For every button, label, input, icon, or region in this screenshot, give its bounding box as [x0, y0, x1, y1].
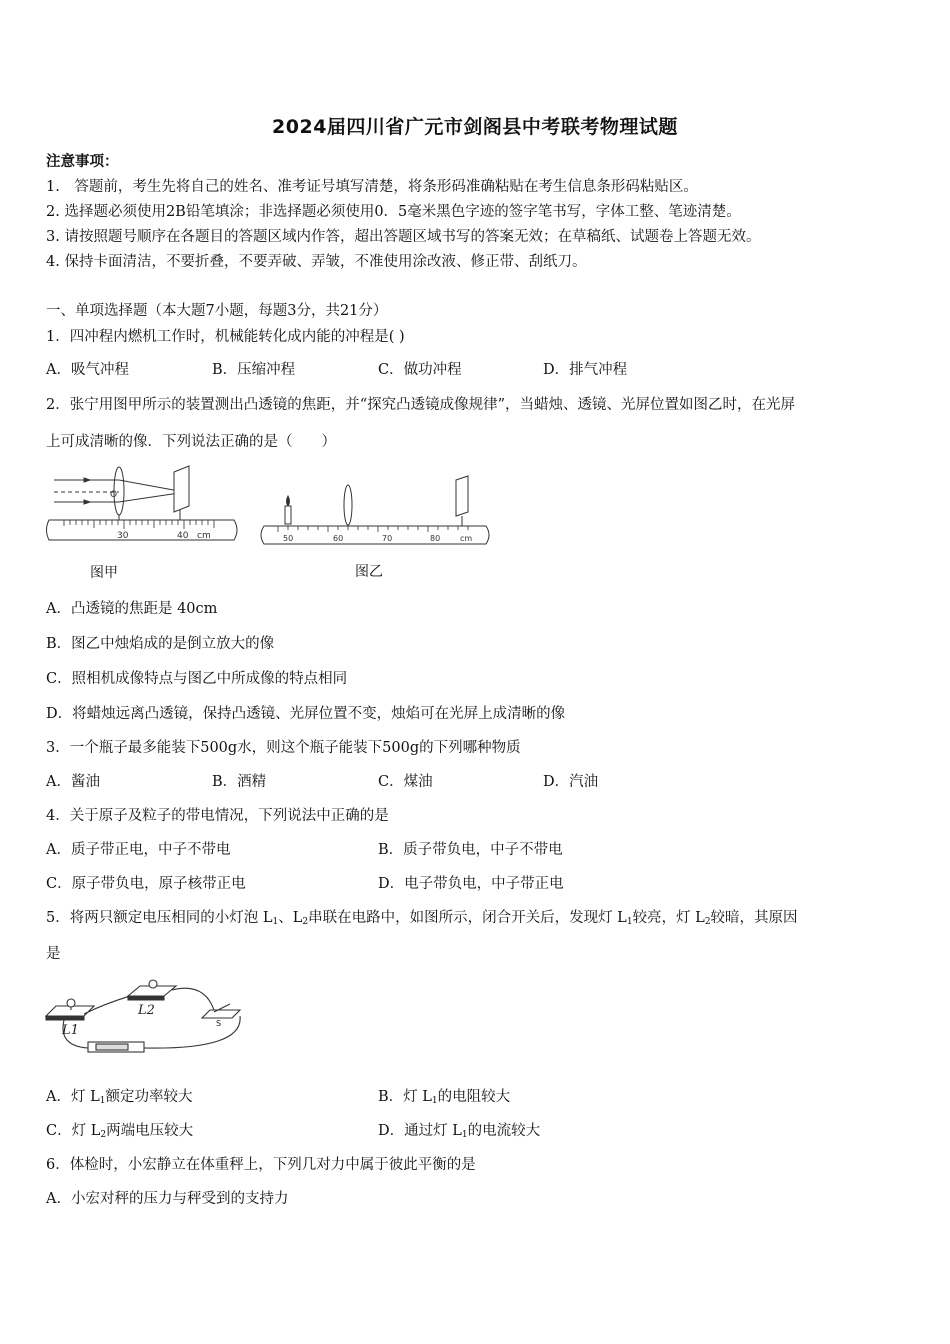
option-text: B．灯 L	[378, 1089, 432, 1105]
option-text: 的电阻较大	[437, 1089, 511, 1105]
q5-option-c	[46, 1121, 193, 1145]
q5-option-b	[378, 1087, 510, 1111]
question-2-stem: 2．张宁用图甲所示的装置测出凸透镜的焦距，并“探究凸透镜成像规律”，当蜡烛、透镜、光屏位置如图乙时，在光屏	[46, 397, 796, 413]
q1-option-c: C．做功冲程	[378, 362, 462, 378]
q2-option-a: A．凸透镜的焦距是 40cm	[46, 601, 218, 617]
q1-option-d: D．排气冲程	[543, 362, 628, 378]
q1-option-b: B．压缩冲程	[212, 362, 296, 378]
q5-stem-part: 较亮，灯 L	[632, 910, 705, 926]
fig-label-s: S	[216, 1019, 222, 1028]
subscript: 1	[272, 917, 279, 927]
subscript: 2	[704, 917, 711, 927]
figure-yi-optical-bench	[258, 470, 498, 550]
question-5-stem-cont: 是	[46, 946, 61, 962]
subscript: 2	[100, 1130, 107, 1140]
fig-label-l1: L1	[62, 1023, 79, 1038]
q3-option-b: B．酒精	[212, 774, 267, 790]
question-6-stem: 6．体检时，小宏静立在体重秤上，下列几对力中属于彼此平衡的是	[46, 1157, 476, 1173]
fig1-tick-label: 40	[177, 531, 189, 541]
figure-yi-caption: 图乙	[355, 564, 383, 580]
option-text: A．灯 L	[46, 1089, 100, 1105]
option-text: 两端电压较大	[106, 1123, 194, 1139]
q2-option-d: D．将蜡烛远离凸透镜，保持凸透镜、光屏位置不变，烛焰可在光屏上成清晰的像	[46, 706, 566, 722]
fig1-tick-label: cm	[197, 531, 211, 541]
question-5-stem	[46, 908, 798, 932]
figure-jia-lens-focus	[44, 462, 244, 547]
option-text: 额定功率较大	[105, 1089, 193, 1105]
question-3-stem: 3．一个瓶子最多能装下500g水，则这个瓶子能装下500g的下列哪种物质	[46, 740, 521, 756]
subscript: 2	[302, 917, 309, 927]
exam-title: 2024届四川省广元市剑阁县中考联考物理试题	[272, 116, 678, 138]
q5-option-d	[378, 1121, 540, 1145]
q2-option-b: B．图乙中烛焰成的是倒立放大的像	[46, 636, 275, 652]
q2-option-c: C．照相机成像特点与图乙中所成像的特点相同	[46, 671, 348, 687]
q5-stem-part: 、L	[278, 910, 303, 926]
question-2-stem-cont: 上可成清晰的像．下列说法正确的是（ ）	[46, 434, 336, 450]
fig2-tick-label: 80	[430, 534, 441, 543]
question-1-stem: 1．四冲程内燃机工作时，机械能转化成内能的冲程是( )	[46, 329, 405, 345]
fig2-tick-label: 60	[333, 534, 344, 543]
option-text: 的电流较大	[467, 1123, 541, 1139]
q5-stem-part: 较暗，其原因	[710, 910, 798, 926]
section-heading: 一、单项选择题（本大题7小题，每题3分，共21分）	[46, 303, 388, 319]
subscript: 1	[99, 1096, 106, 1106]
q4-option-d: D．电子带负电，中子带正电	[378, 876, 564, 892]
question-4-stem: 4．关于原子及粒子的带电情况，下列说法中正确的是	[46, 808, 389, 824]
fig1-tick-label: 30	[117, 531, 129, 541]
subscript: 1	[461, 1130, 468, 1140]
q1-option-a: A．吸气冲程	[46, 362, 129, 378]
notice-item: 1. 答题前，考生先将自己的姓名、准考证号填写清楚，将条形码准确粘贴在考生信息条形码粘贴区。	[46, 179, 698, 195]
figure-jia-caption: 图甲	[90, 565, 118, 581]
notice-item: 4. 保持卡面清洁，不要折叠，不要弄破、弄皱，不准使用涂改液、修正带、刮纸刀。	[46, 254, 587, 270]
q3-option-a: A．酱油	[46, 774, 100, 790]
q6-option-a: A．小宏对秤的压力与秤受到的支持力	[46, 1191, 289, 1207]
q5-stem-part: 串联在电路中，如图所示，闭合开关后，发现灯 L	[308, 910, 627, 926]
fig-label-l2: L2	[138, 1003, 155, 1018]
subscript: 1	[431, 1096, 438, 1106]
subscript: 1	[626, 917, 633, 927]
fig1-lens-label: O	[110, 490, 118, 500]
fig2-tick-label: 70	[382, 534, 393, 543]
q5-stem-part: 5．将两只额定电压相同的小灯泡 L	[46, 910, 273, 926]
q3-option-d: D．汽油	[543, 774, 599, 790]
fig2-tick-label: cm	[460, 534, 473, 543]
option-text: C．灯 L	[46, 1123, 101, 1139]
notice-heading: 注意事项：	[46, 153, 119, 170]
q4-option-b: B．质子带负电，中子不带电	[378, 842, 563, 858]
figure-series-circuit	[44, 976, 244, 1060]
notice-item: 2. 选择题必须使用2B铅笔填涂；非选择题必须使用0．5毫米黑色字迹的签字笔书写，字体工整、笔迹清楚。	[46, 204, 741, 220]
q4-option-c: C．原子带负电，原子核带正电	[46, 876, 246, 892]
notice-item: 3. 请按照题号顺序在各题目的答题区域内作答，超出答题区域书写的答案无效；在草稿纸、试题卷上答题无效。	[46, 229, 761, 245]
fig2-tick-label: 50	[283, 534, 294, 543]
option-text: D．通过灯 L	[378, 1123, 462, 1139]
q3-option-c: C．煤油	[378, 774, 433, 790]
q5-option-a	[46, 1087, 192, 1111]
q4-option-a: A．质子带正电，中子不带电	[46, 842, 231, 858]
